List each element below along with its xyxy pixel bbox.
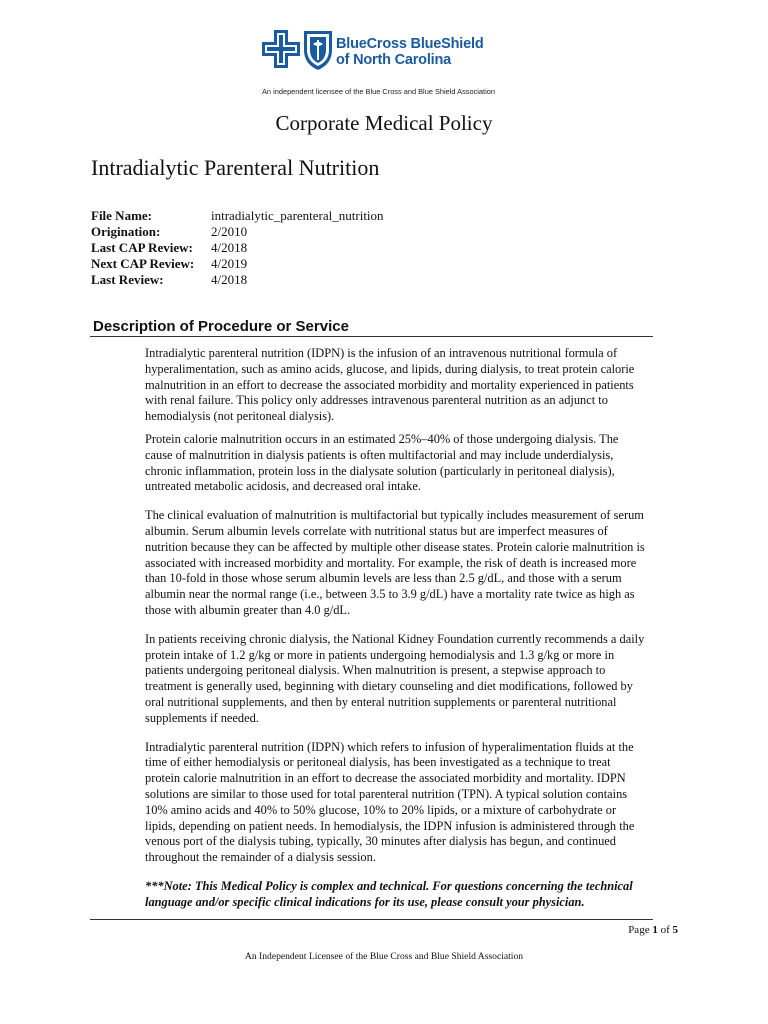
meta-value: 4/2018 <box>211 272 248 287</box>
meta-value: 4/2019 <box>211 256 248 271</box>
meta-row-last-cap-review <box>91 240 384 256</box>
meta-row-file-name <box>91 208 384 224</box>
paragraph: Intradialytic parenteral nutrition (IDPN) which refers to infusion of hyperalimentation fluids at the time of either hemodialysis or peritoneal dialysis, has been investigated as a technique to treat protein calorie malnutrition in an effort to decrease the associated morbidity and mortality. IDPN solutions are similar to those used for total parenteral nutrition (TPN). A typical solution contains 10% amino acids and 40% to 50% glucose, 10% to 20% lipids, or a mixture of carbohydrate or lipids, depending on patient needs. In hemodialysis, the IDPN infusion is administered through the venous port of the dialysis tubing, typically, 30 minutes after dialysis has begun, and continued throughout the remainder of a dialysis session. <box>145 739 635 865</box>
page-number <box>628 924 678 936</box>
paragraph: In patients receiving chronic dialysis, the National Kidney Foundation currently recommends a daily protein intake of 1.2 g/kg or more in patients undergoing hemodialysis and 1.3 g/kg or more in patients undergoing peritoneal dialysis. When malnutrition is present, a stepwise approach to treatment is generally used, beginning with dietary counseling and diet modifications, followed by oral nutritional supplements, and then by enteral nutrition supplements or parenteral nutritional supplements if needed. <box>145 631 645 725</box>
meta-label: Next CAP Review: <box>91 256 195 271</box>
meta-label: Last Review: <box>91 272 164 287</box>
meta-label: Last CAP Review: <box>91 240 193 255</box>
footer-licensee: An Independent Licensee of the Blue Cross and Blue Shield Association <box>244 951 524 962</box>
company-logo <box>262 28 522 98</box>
paragraph: The clinical evaluation of malnutrition is multifactorial but typically includes measurement of serum albumin. Serum albumin levels correlate with nutritional status but are imperfect measures of nutrition because they can be affected by multiple other disease states. Protein calorie malnutrition is associated with increased morbidity and mortality. For example, the risk of death is increased more than 10-fold in those whose serum albumin levels are less than 2.5 g/dL, and those with a serum albumin near the normal range (i.e., between 3.5 to 3.9 g/dL) have a mortality rate twice as high as those with albumin greater than 4.0 g/dL. <box>145 508 645 617</box>
logo-wordmark <box>336 36 483 68</box>
paragraph: Intradialytic parenteral nutrition (IDPN) is the infusion of an intravenous nutritional formula of hyperalimentation, such as amino acids, glucose, and lipids, during dialysis, to treat protein calorie malnutrition in an effort to decrease the associated morbidity and mortality experienced in patients with renal failure. This policy only addresses intravenous parenteral nutrition as an adjunct to hemodialysis (not peritoneal dialysis). <box>145 346 635 424</box>
bluecross-blueshield-logo-icon <box>262 28 338 72</box>
meta-value: 4/2018 <box>211 240 248 255</box>
page-prefix: Page <box>628 924 653 936</box>
footer-divider <box>90 919 653 920</box>
section-heading: Description of Procedure or Service <box>93 318 349 335</box>
meta-row-next-cap-review <box>91 256 384 272</box>
logo-licensee-text: An independent licensee of the Blue Cross and Blue Shield Association <box>262 87 495 96</box>
page-of: of <box>657 924 673 936</box>
meta-value: intradialytic_parenteral_nutrition <box>211 208 384 223</box>
brand-line-2: of North Carolina <box>336 52 452 68</box>
page-current: 1 <box>652 924 658 936</box>
meta-row-origination <box>91 224 384 240</box>
meta-label: File Name: <box>91 208 153 223</box>
policy-heading: Corporate Medical Policy <box>275 111 493 135</box>
policy-metadata <box>91 208 384 288</box>
paragraph: Protein calorie malnutrition occurs in an estimated 25%–40% of those undergoing dialysis. The cause of malnutrition in dialysis patients is often multifactorial and may include underdialysis, chronic inflammation, protein loss in the dialysate solution (particularly in peritoneal dialysis), untreated metabolic acidosis, and decreased oral intake. <box>145 431 619 494</box>
meta-row-last-review <box>91 272 384 288</box>
policy-title: Intradialytic Parenteral Nutrition <box>91 155 380 180</box>
meta-label: Origination: <box>91 224 161 239</box>
section-body <box>145 346 645 911</box>
page-total: 5 <box>672 924 678 936</box>
section-divider <box>90 336 653 337</box>
policy-note: ***Note: This Medical Policy is complex and technical. For questions concerning the technical language and/or specific clinical indications for its use, please consult your physician. <box>145 878 633 909</box>
brand-line-1: BlueCross BlueShield <box>336 36 484 52</box>
meta-value: 2/2010 <box>211 224 248 239</box>
